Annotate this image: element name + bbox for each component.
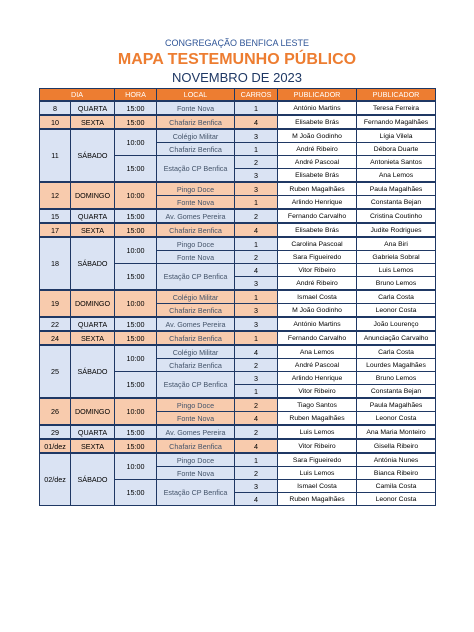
hour-cell: 15:00 <box>115 209 157 223</box>
day-number: 25 <box>40 345 71 398</box>
car-cell: 3 <box>235 182 278 196</box>
weekday: QUARTA <box>71 209 115 223</box>
weekday: DOMINGO <box>71 182 115 209</box>
day-number: 12 <box>40 182 71 209</box>
day-number: 26 <box>40 398 71 425</box>
day-number: 02/dez <box>40 453 71 506</box>
publisher-2: Leonor Costa <box>357 304 436 318</box>
local-cell: Pingo Doce <box>157 237 235 251</box>
publisher-1: Sara Figueiredo <box>278 251 357 264</box>
local-cell: Fonte Nova <box>157 101 235 115</box>
publisher-1: Tiago Santos <box>278 398 357 412</box>
car-cell: 2 <box>235 359 278 372</box>
car-cell: 4 <box>235 439 278 453</box>
local-cell: Pingo Doce <box>157 453 235 467</box>
hour-cell: 15:00 <box>115 264 157 291</box>
hour-cell: 15:00 <box>115 331 157 345</box>
weekday: SÁBADO <box>71 453 115 506</box>
hour-cell: 10:00 <box>115 398 157 425</box>
local-cell: Chafariz Benfica <box>157 115 235 129</box>
col-header-publisher-1: PUBLICADOR <box>278 89 357 102</box>
publisher-2: Gisella Ribeiro <box>357 439 436 453</box>
publisher-1: António Martins <box>278 101 357 115</box>
publisher-1: Sara Figueiredo <box>278 453 357 467</box>
publisher-1: Fernando Carvalho <box>278 209 357 223</box>
car-cell: 2 <box>235 156 278 169</box>
weekday: QUARTA <box>71 317 115 331</box>
publisher-2: Gabriela Sobral <box>357 251 436 264</box>
hour-cell: 10:00 <box>115 453 157 480</box>
day-number: 01/dez <box>40 439 71 453</box>
publisher-2: Bianca Ribeiro <box>357 467 436 480</box>
publisher-1: Ismael Costa <box>278 480 357 493</box>
local-cell: Fonte Nova <box>157 467 235 480</box>
local-cell: Fonte Nova <box>157 412 235 426</box>
weekday: DOMINGO <box>71 290 115 317</box>
publisher-2: Constanta Bejan <box>357 196 436 210</box>
publisher-1: André Ribeiro <box>278 143 357 156</box>
publisher-2: Bruno Lemos <box>357 277 436 291</box>
publisher-2: Antónia Nunes <box>357 453 436 467</box>
hour-cell: 15:00 <box>115 115 157 129</box>
weekday: QUARTA <box>71 101 115 115</box>
day-number: 8 <box>40 101 71 115</box>
weekday: SEXTA <box>71 439 115 453</box>
publisher-2: Paula Magalhães <box>357 182 436 196</box>
car-cell: 1 <box>235 101 278 115</box>
day-number: 22 <box>40 317 71 331</box>
publisher-1: M João Godinho <box>278 129 357 143</box>
table-row <box>40 331 436 345</box>
hour-cell: 15:00 <box>115 425 157 439</box>
local-cell: Estação CP Benfica <box>157 264 235 291</box>
publisher-2: Judite Rodrigues <box>357 223 436 237</box>
col-header-publisher-2: PUBLICADOR <box>357 89 436 102</box>
hour-cell: 10:00 <box>115 345 157 372</box>
hour-cell: 10:00 <box>115 182 157 209</box>
hour-cell: 15:00 <box>115 156 157 183</box>
publisher-1: Elisabete Brás <box>278 169 357 183</box>
car-cell: 4 <box>235 223 278 237</box>
publisher-1: André Ribeiro <box>278 277 357 291</box>
publisher-2: Camila Costa <box>357 480 436 493</box>
publisher-2: Antonieta Santos <box>357 156 436 169</box>
car-cell: 4 <box>235 493 278 506</box>
local-cell: Colégio Militar <box>157 345 235 359</box>
local-cell: Chafariz Benfica <box>157 223 235 237</box>
publisher-2: Leonor Costa <box>357 493 436 506</box>
day-number: 11 <box>40 129 71 182</box>
car-cell: 3 <box>235 480 278 493</box>
local-cell: Chafariz Benfica <box>157 439 235 453</box>
table-row <box>40 398 436 412</box>
publisher-1: Ana Lemos <box>278 345 357 359</box>
publisher-1: Ismael Costa <box>278 290 357 304</box>
publisher-2: Ana Lemos <box>357 169 436 183</box>
car-cell: 3 <box>235 169 278 183</box>
hour-cell: 10:00 <box>115 290 157 317</box>
local-cell: Pingo Doce <box>157 182 235 196</box>
day-number: 15 <box>40 209 71 223</box>
publisher-1: Luis Lemos <box>278 467 357 480</box>
publisher-2: Débora Duarte <box>357 143 436 156</box>
publisher-2: Ana Biri <box>357 237 436 251</box>
publisher-2: Bruno Lemos <box>357 372 436 385</box>
table-row <box>40 439 436 453</box>
publisher-2: Fernando Magalhães <box>357 115 436 129</box>
weekday: DOMINGO <box>71 398 115 425</box>
publisher-1: Arlindo Henrique <box>278 196 357 210</box>
local-cell: Chafariz Benfica <box>157 143 235 156</box>
table-row <box>40 182 436 196</box>
hour-cell: 15:00 <box>115 101 157 115</box>
hour-cell: 15:00 <box>115 317 157 331</box>
day-number: 24 <box>40 331 71 345</box>
car-cell: 1 <box>235 385 278 399</box>
publisher-2: Ana Maria Monteiro <box>357 425 436 439</box>
weekday: SEXTA <box>71 331 115 345</box>
local-cell: Estação CP Benfica <box>157 372 235 399</box>
publisher-2: Lourdes Magalhães <box>357 359 436 372</box>
car-cell: 4 <box>235 264 278 277</box>
day-number: 10 <box>40 115 71 129</box>
day-number: 17 <box>40 223 71 237</box>
car-cell: 4 <box>235 345 278 359</box>
table-row <box>40 453 436 467</box>
publisher-2: Leonor Costa <box>357 412 436 426</box>
hour-cell: 15:00 <box>115 372 157 399</box>
publisher-1: Fernando Carvalho <box>278 331 357 345</box>
publisher-1: Vitor Ribeiro <box>278 439 357 453</box>
weekday: SÁBADO <box>71 129 115 182</box>
hour-cell: 15:00 <box>115 223 157 237</box>
car-cell: 1 <box>235 196 278 210</box>
page-title: MAPA TESTEMUNHO PÚBLICO <box>117 51 357 68</box>
local-cell: Av. Gomes Pereira <box>157 425 235 439</box>
schedule-table <box>39 88 436 506</box>
car-cell: 2 <box>235 398 278 412</box>
car-cell: 3 <box>235 317 278 331</box>
car-cell: 2 <box>235 467 278 480</box>
publisher-1: António Martins <box>278 317 357 331</box>
hour-cell: 10:00 <box>115 237 157 264</box>
car-cell: 3 <box>235 304 278 318</box>
publisher-2: Luis Lemos <box>357 264 436 277</box>
publisher-1: Carolina Pascoal <box>278 237 357 251</box>
schedule-body <box>40 101 436 506</box>
car-cell: 4 <box>235 412 278 426</box>
day-number: 18 <box>40 237 71 290</box>
hour-cell: 15:00 <box>115 480 157 506</box>
car-cell: 3 <box>235 129 278 143</box>
local-cell: Chafariz Benfica <box>157 331 235 345</box>
congregation-name: CONGREGAÇÃO BENFICA LESTE <box>164 38 310 48</box>
publisher-2: Anunciação Carvalho <box>357 331 436 345</box>
day-number: 29 <box>40 425 71 439</box>
publisher-2: Constanta Bejan <box>357 385 436 399</box>
table-row <box>40 317 436 331</box>
day-number: 19 <box>40 290 71 317</box>
publisher-1: M João Godinho <box>278 304 357 318</box>
publisher-2: Cristina Coutinho <box>357 209 436 223</box>
table-row <box>40 101 436 115</box>
local-cell: Fonte Nova <box>157 196 235 210</box>
local-cell: Chafariz Benfica <box>157 359 235 372</box>
car-cell: 4 <box>235 115 278 129</box>
local-cell: Fonte Nova <box>157 251 235 264</box>
publisher-1: Luis Lemos <box>278 425 357 439</box>
weekday: SÁBADO <box>71 237 115 290</box>
publisher-1: André Pascoal <box>278 359 357 372</box>
table-row <box>40 209 436 223</box>
hour-cell: 15:00 <box>115 439 157 453</box>
publisher-2: Carla Costa <box>357 345 436 359</box>
car-cell: 1 <box>235 237 278 251</box>
col-header-local: LOCAL <box>157 89 235 102</box>
table-row <box>40 237 436 251</box>
table-row <box>40 129 436 143</box>
hour-cell: 10:00 <box>115 129 157 156</box>
car-cell: 3 <box>235 372 278 385</box>
table-row <box>40 290 436 304</box>
local-cell: Chafariz Benfica <box>157 304 235 318</box>
car-cell: 1 <box>235 143 278 156</box>
col-header-cars: CARROS <box>235 89 278 102</box>
local-cell: Colégio Militar <box>157 129 235 143</box>
month-subtitle: NOVEMBRO DE 2023 <box>171 70 303 85</box>
publisher-2: Lígia Vilela <box>357 129 436 143</box>
publisher-1: Elisabete Brás <box>278 115 357 129</box>
weekday: SEXTA <box>71 115 115 129</box>
car-cell: 1 <box>235 290 278 304</box>
weekday: QUARTA <box>71 425 115 439</box>
local-cell: Estação CP Benfica <box>157 480 235 506</box>
publisher-1: André Pascoal <box>278 156 357 169</box>
car-cell: 1 <box>235 453 278 467</box>
publisher-2: Carla Costa <box>357 290 436 304</box>
weekday: SÁBADO <box>71 345 115 398</box>
publisher-2: Paula Magalhães <box>357 398 436 412</box>
publisher-1: Ruben Magalhães <box>278 412 357 426</box>
publisher-1: Ruben Magalhães <box>278 182 357 196</box>
local-cell: Av. Gomes Pereira <box>157 209 235 223</box>
local-cell: Colégio Militar <box>157 290 235 304</box>
table-row <box>40 345 436 359</box>
publisher-2: João Lourenço <box>357 317 436 331</box>
publisher-1: Vitor Ribeiro <box>278 264 357 277</box>
publisher-1: Ruben Magalhães <box>278 493 357 506</box>
col-header-hour: HORA <box>115 89 157 102</box>
local-cell: Av. Gomes Pereira <box>157 317 235 331</box>
publisher-2: Teresa Ferreira <box>357 101 436 115</box>
table-row <box>40 223 436 237</box>
local-cell: Pingo Doce <box>157 398 235 412</box>
publisher-1: Vitor Ribeiro <box>278 385 357 399</box>
car-cell: 2 <box>235 209 278 223</box>
car-cell: 1 <box>235 331 278 345</box>
car-cell: 2 <box>235 425 278 439</box>
publisher-1: Arlindo Henrique <box>278 372 357 385</box>
car-cell: 3 <box>235 277 278 291</box>
publisher-1: Elisabete Brás <box>278 223 357 237</box>
local-cell: Estação CP Benfica <box>157 156 235 183</box>
col-header-day: DIA <box>40 89 115 102</box>
table-header-row <box>40 89 436 102</box>
table-row <box>40 425 436 439</box>
table-row <box>40 115 436 129</box>
weekday: SEXTA <box>71 223 115 237</box>
car-cell: 2 <box>235 251 278 264</box>
